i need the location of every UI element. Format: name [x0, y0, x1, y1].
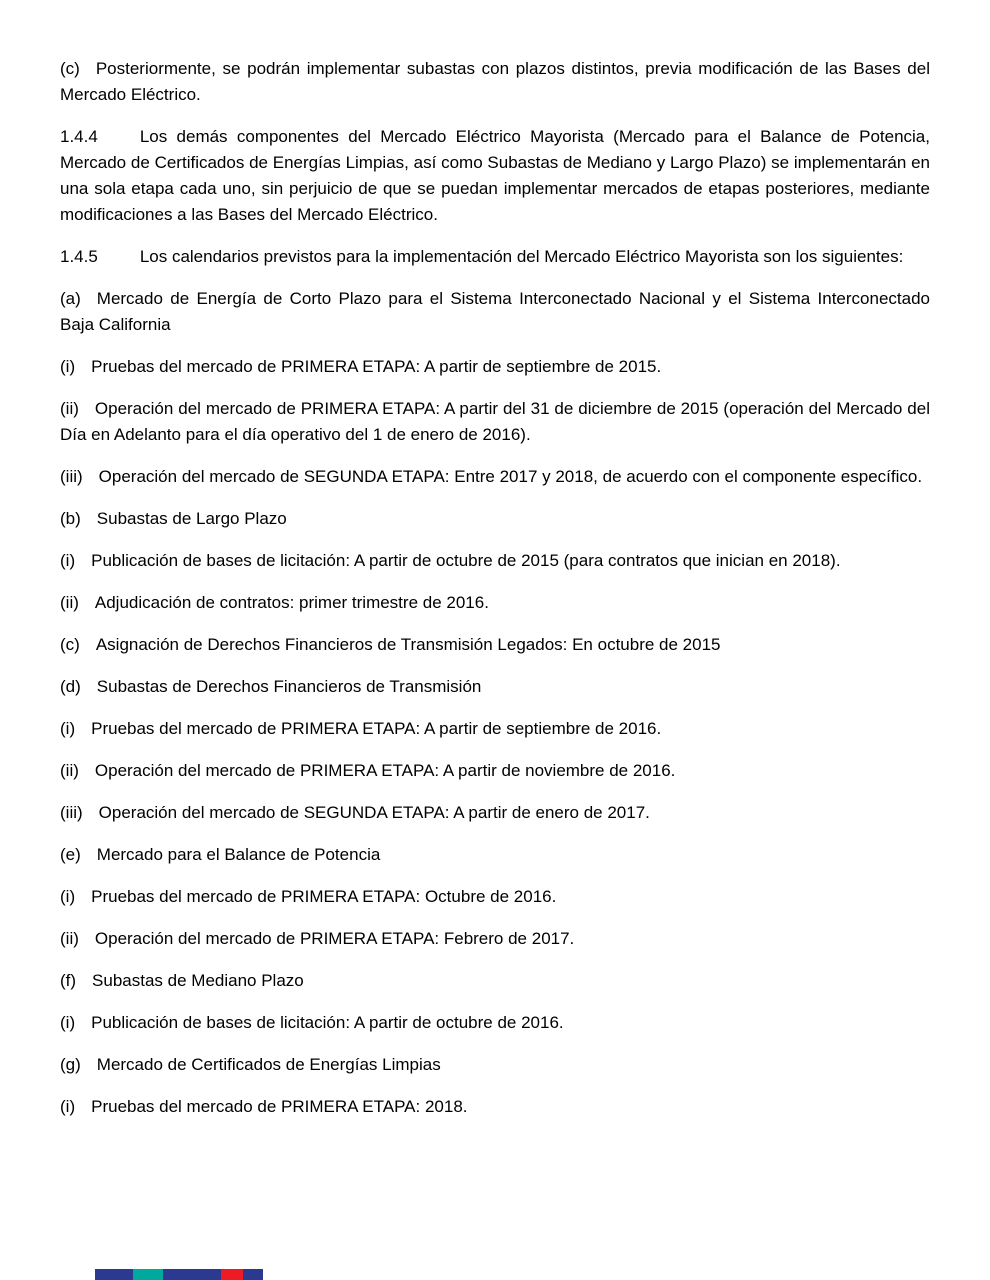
paragraph-text: Subastas de Derechos Financieros de Transmisión [96, 677, 482, 696]
paragraph [60, 354, 930, 380]
paragraph-text: Mercado de Certificados de Energías Limpias [96, 1055, 441, 1074]
paragraph-text: Pruebas del mercado de PRIMERA ETAPA: 2018. [91, 1097, 468, 1116]
paragraph-text: Los demás componentes del Mercado Eléctrico Mayorista (Mercado para el Balance de Potencia, Mercado de Certificados de Energías Limpias, así como Subastas de Mediano y Largo Plazo) se implementarán en una sola etapa cada uno, sin perjuicio de que se puedan implementar mercados de etapas posteriores, mediante modificaciones a las Bases del Mercado Eléctrico. [60, 127, 930, 224]
paragraph-text: Publicación de bases de licitación: A partir de octubre de 2015 (para contratos que inician en 2018). [91, 551, 841, 570]
list-marker: (iii) [60, 467, 83, 486]
paragraph [60, 632, 930, 658]
clipped-fragment-segment [243, 1269, 263, 1280]
paragraph [60, 884, 930, 910]
paragraph [60, 1010, 930, 1036]
list-marker: (i) [60, 719, 76, 738]
paragraph-text: Pruebas del mercado de PRIMERA ETAPA: A partir de septiembre de 2015. [91, 357, 662, 376]
paragraph-text: Operación del mercado de SEGUNDA ETAPA: Entre 2017 y 2018, de acuerdo con el componente específico. [98, 467, 923, 486]
paragraph-text: Posteriormente, se podrán implementar subastas con plazos distintos, previa modificación de las Bases del Mercado Eléctrico. [60, 59, 930, 104]
paragraph [60, 124, 930, 228]
paragraph-text: Subastas de Largo Plazo [96, 509, 287, 528]
paragraph [60, 926, 930, 952]
paragraph-text: Pruebas del mercado de PRIMERA ETAPA: A partir de septiembre de 2016. [91, 719, 662, 738]
list-marker: (a) [60, 289, 81, 308]
list-marker: (ii) [60, 761, 79, 780]
paragraph [60, 286, 930, 338]
paragraph [60, 842, 930, 868]
clipped-fragment-segment [221, 1269, 243, 1280]
paragraph [60, 968, 930, 994]
paragraph [60, 758, 930, 784]
paragraph [60, 548, 930, 574]
list-marker: (d) [60, 677, 81, 696]
paragraph-text: Asignación de Derechos Financieros de Transmisión Legados: En octubre de 2015 [95, 635, 721, 654]
paragraph-text: Adjudicación de contratos: primer trimestre de 2016. [94, 593, 489, 612]
paragraph [60, 56, 930, 108]
clipped-fragment-segment [95, 1269, 133, 1280]
paragraph-text: Operación del mercado de PRIMERA ETAPA: A partir de noviembre de 2016. [94, 761, 676, 780]
paragraph [60, 800, 930, 826]
paragraph-text: Operación del mercado de SEGUNDA ETAPA: A partir de enero de 2017. [98, 803, 650, 822]
paragraph [60, 464, 930, 490]
paragraph [60, 396, 930, 448]
paragraph [60, 1094, 930, 1120]
section-number: 1.4.4 [60, 127, 98, 146]
list-marker: (ii) [60, 593, 79, 612]
paragraph-text: Mercado de Energía de Corto Plazo para el Sistema Interconectado Nacional y el Sistema Interconectado Baja California [60, 289, 930, 334]
paragraph-text: Los calendarios previstos para la implementación del Mercado Eléctrico Mayorista son los siguientes: [139, 247, 904, 266]
list-marker: (i) [60, 1097, 76, 1116]
list-marker: (b) [60, 509, 81, 528]
paragraph-text: Publicación de bases de licitación: A partir de octubre de 2016. [91, 1013, 564, 1032]
list-marker: (g) [60, 1055, 81, 1074]
list-marker: (ii) [60, 929, 79, 948]
list-marker: (i) [60, 1013, 76, 1032]
section-number: 1.4.5 [60, 247, 98, 266]
list-marker: (e) [60, 845, 81, 864]
paragraph-text: Operación del mercado de PRIMERA ETAPA: Febrero de 2017. [94, 929, 575, 948]
paragraph-text: Subastas de Mediano Plazo [92, 971, 304, 990]
paragraph [60, 716, 930, 742]
list-marker: (f) [60, 971, 77, 990]
list-marker: (c) [60, 59, 80, 78]
clipped-next-line-fragment [95, 1269, 263, 1280]
paragraph [60, 244, 930, 270]
paragraph [60, 1052, 930, 1078]
paragraph [60, 590, 930, 616]
paragraph-text: Mercado para el Balance de Potencia [96, 845, 381, 864]
list-marker: (c) [60, 635, 80, 654]
list-marker: (ii) [60, 399, 79, 418]
list-marker: (i) [60, 357, 76, 376]
clipped-fragment-segment [133, 1269, 163, 1280]
clipped-fragment-segment [163, 1269, 221, 1280]
paragraph-text: Pruebas del mercado de PRIMERA ETAPA: Octubre de 2016. [91, 887, 557, 906]
paragraph [60, 674, 930, 700]
list-marker: (i) [60, 887, 76, 906]
paragraph [60, 506, 930, 532]
list-marker: (i) [60, 551, 76, 570]
list-marker: (iii) [60, 803, 83, 822]
paragraph-text: Operación del mercado de PRIMERA ETAPA: A partir del 31 de diciembre de 2015 (operación del Mercado del Día en Adelanto para el día operativo del 1 de enero de 2016). [60, 399, 930, 444]
